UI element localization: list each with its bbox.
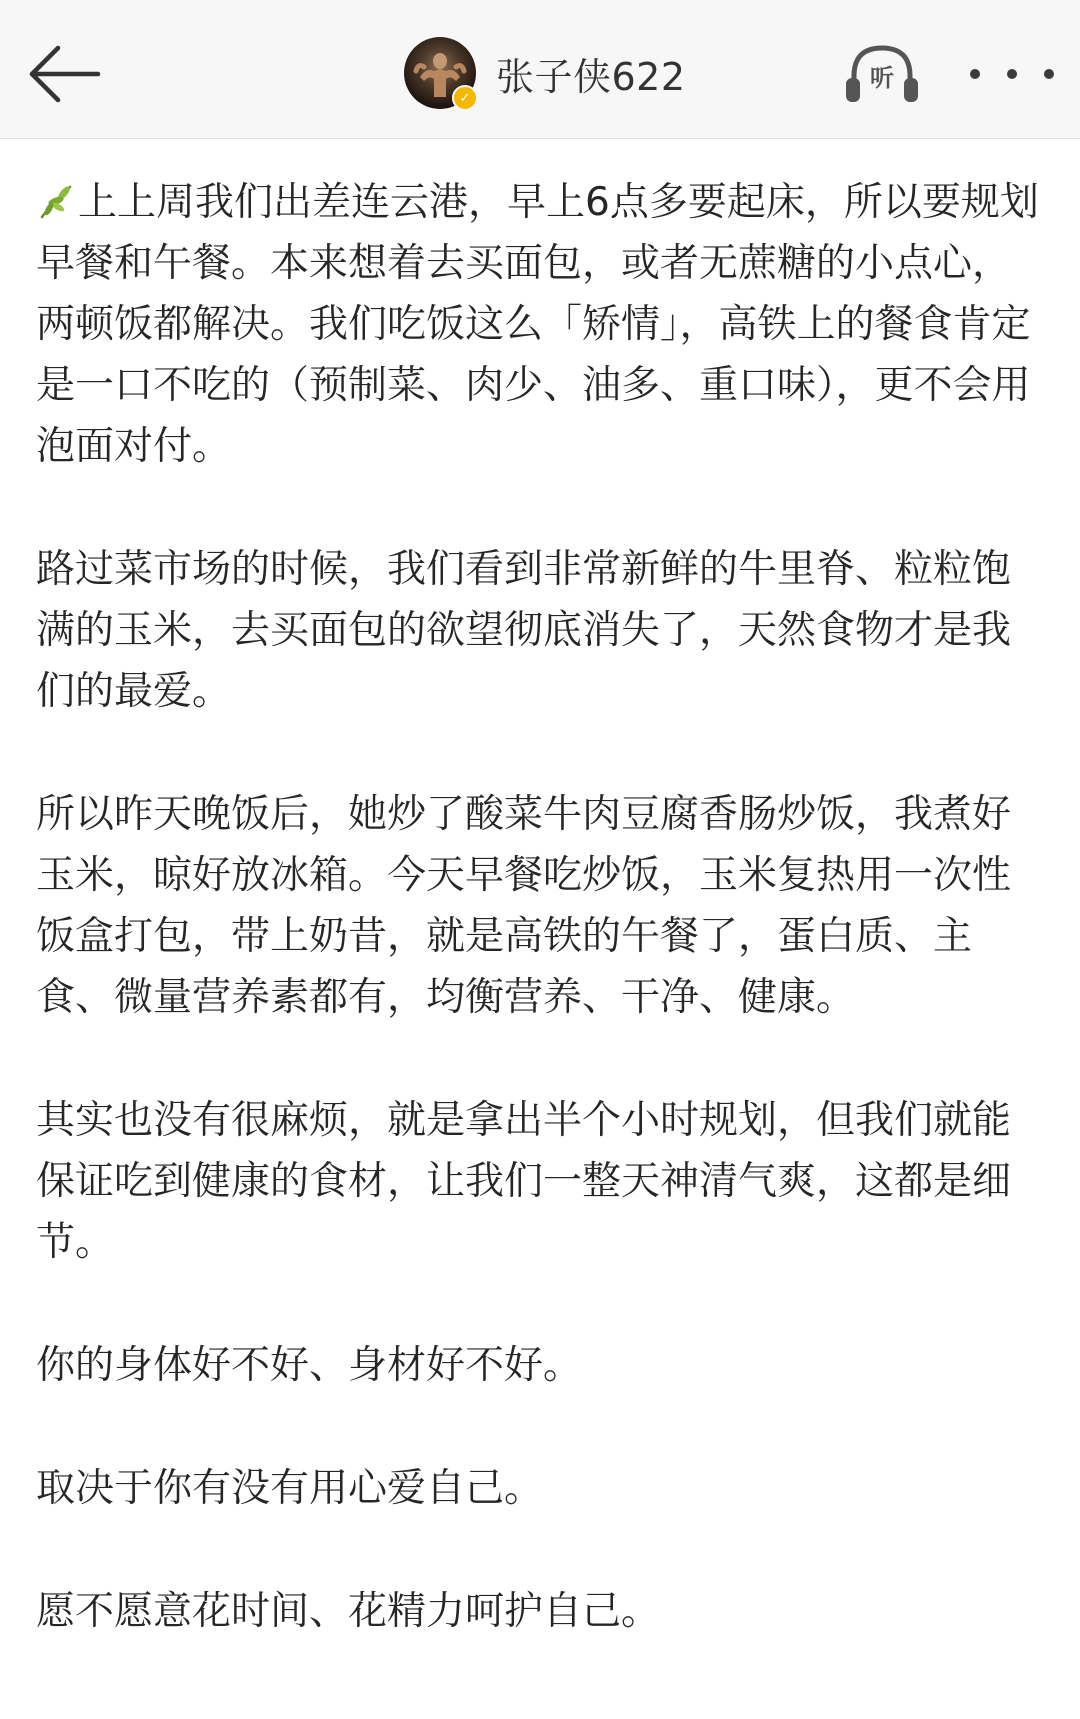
post-paragraph: 取决于你有没有用心爱自己。 bbox=[36, 1466, 544, 1511]
back-button[interactable] bbox=[22, 36, 108, 112]
avatar[interactable] bbox=[404, 37, 476, 109]
top-nav-bar bbox=[0, 0, 1080, 139]
more-dot bbox=[970, 69, 980, 79]
more-dot bbox=[1044, 69, 1054, 79]
listen-label: 听 bbox=[870, 64, 894, 92]
post-paragraph: 你的身体好不好、身材好不好。 bbox=[36, 1343, 583, 1388]
post-paragraph: 其实也没有很麻烦，就是拿出半个小时规划，但我们就能保证吃到健康的食材，让我们一整天神清气爽，这都是细节。 bbox=[36, 1098, 1012, 1265]
more-options-button[interactable] bbox=[970, 56, 1054, 92]
arrow-left-icon bbox=[22, 36, 108, 112]
verified-badge-icon: ✓ bbox=[452, 85, 478, 111]
listen-button[interactable] bbox=[840, 40, 924, 110]
more-dot bbox=[1007, 69, 1017, 79]
post-paragraph: 所以昨天晚饭后，她炒了酸菜牛肉豆腐香肠炒饭，我煮好玉米，晾好放冰箱。今天早餐吃炒饭，玉米复热用一次性饭盒打包，带上奶昔，就是高铁的午餐了，蛋白质、主食、微量营养素都有，均衡营养、干净、健康。 bbox=[36, 792, 1012, 1020]
leaf-emoji-icon bbox=[36, 181, 76, 221]
post-paragraph: 愿不愿意花时间、花精力呵护自己。 bbox=[36, 1589, 661, 1634]
author-profile[interactable] bbox=[404, 35, 686, 111]
paragraph-text: 上上周我们出差连云港，早上6点多要起床，所以要规划早餐和午餐。本来想着去买面包，或者无蔗糖的小点心，两顿饭都解决。我们吃饭这么「矫情」，高铁上的餐食肯定是一口不吃的（预制菜、肉少、油多、重口味），更不会用泡面对付。 bbox=[36, 180, 1039, 469]
post-content bbox=[36, 172, 1046, 1704]
post-paragraph: 路过菜市场的时候，我们看到非常新鲜的牛里脊、粒粒饱满的玉米，去买面包的欲望彻底消失了，天然食物才是我们的最爱。 bbox=[36, 547, 1012, 714]
post-paragraph bbox=[36, 172, 1046, 477]
author-username[interactable]: 张子侠622 bbox=[496, 54, 686, 99]
